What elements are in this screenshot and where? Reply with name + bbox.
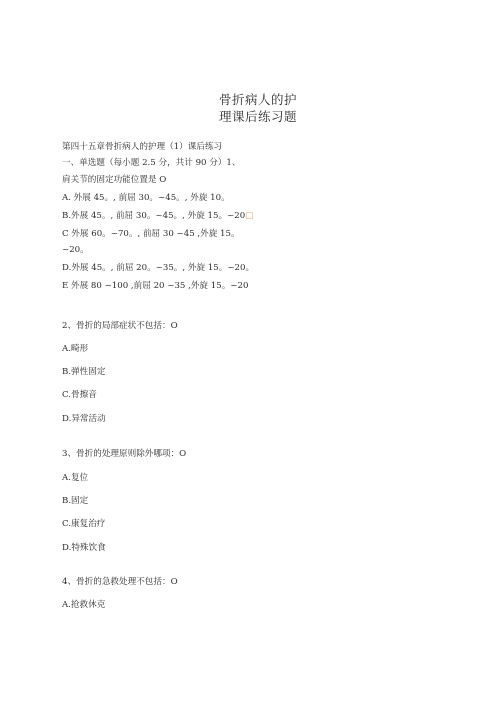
question-1-option-b <box>62 211 253 222</box>
question-2-option-b: B.弹性固定 <box>62 367 106 377</box>
question-1-option-c: C 外展 60。~70。, 前屈 30 ~45 ,外旋 15。 <box>62 229 240 239</box>
question-3-option-c: C.康复治疗 <box>62 519 106 529</box>
question-4-stem: 4、骨折的急救处理不包括：O <box>62 577 178 587</box>
question-1-option-b-text: B.外展 45。, 前屈 30。~45。, 外旋 15。~20 <box>62 211 246 221</box>
question-2-option-a: A.畸形 <box>62 344 89 354</box>
question-1-option-e: E 外展 80 ~100 ,前屈 20 ~35 ,外旋 15。~20 <box>62 281 249 291</box>
question-3-option-b: B.固定 <box>62 496 89 506</box>
question-2-stem: 2、骨折的局部症状不包括：O <box>62 321 178 331</box>
doc-title-line1: 骨折病人的护 <box>218 92 297 107</box>
question-1-option-d: D.外展 45。, 前屈 20。~35。, 外旋 15。~20。 <box>62 263 255 273</box>
question-1-option-a: A. 外展 45。, 前屈 30。~45。, 外旋 10。 <box>62 193 230 203</box>
doc-title-line2: 理课后练习题 <box>218 109 297 124</box>
question-3-stem: 3、骨折的处理原则除外哪项：O <box>62 449 187 459</box>
question-3-option-a: A.复位 <box>62 473 89 483</box>
question-2-option-c: C.骨擦音 <box>62 390 97 400</box>
question-2-option-d: D.异常活动 <box>62 414 106 424</box>
question-4-option-a: A.抢救休克 <box>62 600 106 610</box>
section-heading: 第四十五章骨折病人的护理（1）课后练习 <box>62 142 223 152</box>
section-subheading: 一、单选题（每小题 2.5 分，共计 90 分）1、 <box>62 158 241 168</box>
question-3-option-d: D.特殊饮食 <box>62 543 106 553</box>
ink-mark: □ <box>245 211 254 221</box>
question-1-stem: 肩关节的固定功能位置是 O <box>62 175 167 185</box>
question-1-option-c-cont: ~20。 <box>62 245 89 255</box>
